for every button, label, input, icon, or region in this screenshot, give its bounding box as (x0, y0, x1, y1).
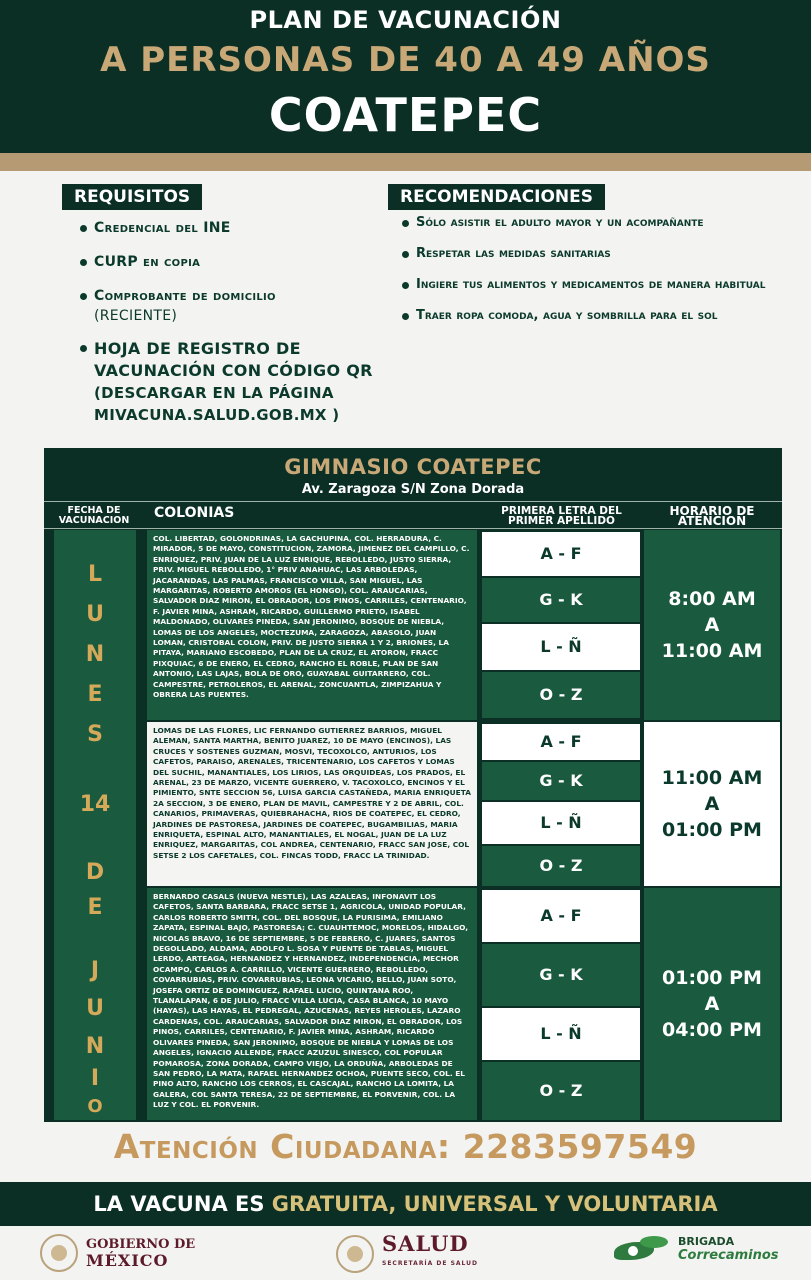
time-separator: A (704, 614, 720, 636)
time-start: 11:00 AM (661, 767, 763, 789)
letter-range: L - Ñ (482, 624, 640, 670)
letter-range: A - F (482, 724, 640, 760)
date-char: U (86, 602, 104, 627)
list-item (80, 286, 390, 326)
header-title-line2: A PERSONAS DE 40 A 49 AÑOS (100, 40, 711, 80)
venue-address: Av. Zaragoza S/N Zona Dorada (301, 482, 525, 497)
list-item (80, 338, 390, 426)
logo-text: MÉXICO (86, 1251, 169, 1270)
letter-range: G - K (482, 944, 640, 1006)
logo-strip (0, 1226, 811, 1280)
gobierno-mexico-logo (40, 1234, 195, 1272)
date-char: N (85, 642, 105, 667)
list-item (80, 218, 390, 238)
time-slot-1 (644, 530, 780, 720)
time-slot-2 (644, 722, 780, 886)
time-end: 01:00 PM (662, 819, 762, 841)
colonias-group-3: BERNARDO CASALS (NUEVA NESTLE), LAS AZALEAS, INFONAVIT LOS CAFETOS, SANTA BARBARA, FRACC SETSE 1, AGRICOLA, UNIDAD POPULAR, CARLOS ROBERTO SMITH, COL. DEL BOSQUE, LA PURISIMA, EMILIANO ZAPATA, ESPINAL BAJO, PASTORESA; C. CUAUHTEMOC, MORELOS, HIDALGO, NICOLAS BRAVO, 16 DE SEPTIEMBRE, 5 DE FEBRERO, C. JUARES, SANTOS DEGOLLADO, ALDAMA, ADOLFO L. SOSA Y PUENTE DE TABLAS, MIGUEL LERDO, ARTEAGA, HERNANDEZ Y HERNANDEZ, INDEPENDENCIA, MECHOR OCAMPO, CARLOS A. CARRILLO, VICENTE GUERRERO, REBOLLEDO, COVARRUBIAS, PRIV. COVARRUBIAS, LEONA VICARIO, BELLO, JUAN SOTO, JOSEFA ORTIZ DE DOMINGUEZ, RAFAEL LUCIO, QUINTANA ROO, TLANALAPAN, 6 DE JULIO, FRACC VILLA LUCIA, CASA BLANCA, 10 MAYO (HAYAS), LAS HAYAS, EL PEDREGAL, AZUCENAS, REYES HEROLES, LAZARO CARDENAS, COL. ARAUCARIAS, SALVADOR DIAZ MIRON, EL OBRADOR, LOS PINOS, CARRILES, CENTENARIO, F. JAVIER MINA, ASHRAM, RICARDO OLIVARES PINEDA, SAN JERONIMO, BOSQUE DE NIEBLA Y LOMAS DE LOS ANGELES, IGNACIO ALLENDE, FRACC AZUZUL SINESCO, COL POPULAR POMAROSA, ZONA DORADA, CAMPO VIEJO, LA ORDUÑA, ARBOLEDAS DE SAN PEDRO, LA MATA, RAFAEL HERNANDEZ OCHOA, PUENTE SECO, COL. EL PINO ALTO, RANCHO LOS CERROS, EL CASCAJAL, RANCHO LA LOMITA, LA GALERA, COL SANTA TERESA, 22 DE SEPTIEMBRE, EL PORVENIR, COL. LA LUZ Y COL. EL PORVENIR. (147, 888, 477, 1120)
header-banner (0, 0, 811, 153)
date-char: E (87, 682, 103, 707)
date-char: U (86, 996, 104, 1021)
colonias-group-2: LOMAS DE LAS FLORES, LIC FERNANDO GUTIERREZ BARRIOS, MIGUEL ALEMAN, SANTA MARTHA, BENITO JUAREZ, 10 DE MAYO (ENCINOS), LAS CRUCES Y SOSTENES GUZMAN, MOSVI, TECOXOLCO, ANTURIOS, LOS CAFETOS, PARAISO, ARENALES, TRICENTENARIO, LOS CAFETOS Y LOMAS DEL SUCHIL, MANANTIALES, LOS LIRIOS, LAS ORQUIDEAS, LOS PRADOS, EL ARENAL, 23 DE MARZO, VICENTE GUERRERO, V. TACOXOLCO, ENCINOS Y EL PIMIENTO, SNTE SECCION 56, LUISA GARCIA CASTAÑEDA, MARIA ENRIQUETA 2A SECCION, 3 DE ENERO, PLAN DE MAVIL, CAMPESTRE Y 2 DE ABRIL, COL. CANARIOS, PRIMAVERAS, QUIEBRAHACHA, RIOS DE COATEPEC, EL CEDRO, JARDINES DE PASTORESA, JARDINES DE COATEPEC, BUGAMBILIAS, MARIA ENRIQUETA, ESPINAL ALTO, MANANTIALES, EL NOGAL, JUAN DE LA LUZ ENRIQUEZ, MARGARITAS, COL ANDREA, CENTENARIO, FRACC SAN JOSE, COL SETSE 2 LOS CAFETALES, COL. FINCAS TODD, FRACC LA TRINIDAD. (147, 722, 477, 886)
divider (44, 528, 782, 529)
list-item: Sólo asistir el adulto mayor y un acompañante (402, 212, 782, 234)
column-header-fecha: FECHA DE VACUNACION (58, 505, 130, 526)
time-end: 04:00 PM (662, 1019, 762, 1041)
list-item: Traer ropa comoda, agua y sombrilla para el sol (402, 305, 782, 327)
time-slot-3 (644, 888, 780, 1120)
letter-range: A - F (482, 890, 640, 942)
letter-range: A - F (482, 532, 640, 576)
gold-divider (0, 153, 811, 171)
eagle-seal-icon (40, 1234, 78, 1272)
requisito-subtext: (DESCARGAR EN LA PÁGINA MIVACUNA.SALUD.GOB.MX ) (94, 384, 340, 424)
letter-range: G - K (482, 762, 640, 800)
column-header-horario: HORARIO DE ATENCION (669, 504, 755, 528)
logo-text: BRIGADA (678, 1235, 735, 1248)
recomendaciones-list (402, 212, 782, 336)
brigada-correcaminos-logo (614, 1234, 779, 1264)
logo-text: Correcaminos (678, 1248, 779, 1263)
vaccine-statement-highlight: GRATUITA, UNIVERSAL Y VOLUNTARIA (271, 1192, 718, 1216)
date-char: I (90, 1066, 100, 1091)
time-start: 8:00 AM (668, 588, 756, 610)
column-header-colonias: COLONIAS (154, 505, 235, 521)
list-item (80, 252, 390, 272)
letter-range: O - Z (482, 672, 640, 718)
letter-range: L - Ñ (482, 1008, 640, 1060)
requisito-text: CURP en copia (94, 254, 201, 270)
colonias-group-1: COL. LIBERTAD, GOLONDRINAS, LA GACHUPINA, COL. HERRADURA, C. MIRADOR, 5 DE MAYO, CONSTITUCION, ZAMORA, JIMENEZ DEL CAMPILLO, C. ENRIQUEZ, PRIV. JUAN DE LA LUZ ENRIQUE, REBOLLEDO, JUSTO SIERRA, PRIV. MIGUEL REBOLLEDO, 1° PRIV ANAHUAC, LAS ARBOLEDAS, JACARANDAS, LAS PALMAS, FRANCISCO VILLA, SAN MIGUEL, LAS MARGARITAS, ROBERTO AMOROS (EL HONGO), COL. ARAUCARIAS, SALVADOR DIAZ MIRON, EL OBRADOR, LOS PINOS, CARRILES, CENTENARIO, F. JAVIER MINA, ASHRAM, RICARDO, GUILLERMO PRIETO, ISABEL MALDONADO, OLIVARES PINEDA, SAN JERONIMO, BOSQUE DE NIEBLA, LOMAS DE LOS ANGELES, MOCTEZUMA, ZARAGOZA, ABASOLO, JUAN LOMAN, CRISTOBAL COLON, PRIV. DE JUSTO SIERRA 1 Y 2, BRIONES, LA PITAYA, MARIANO ESCOBEDO, PLAN DE LA CRUZ, EL ATORON, FRACC PIXQUIAC, 6 DE ENERO, EL CEDRO, RANCHO EL ROBLE, PLAN DE SAN ANTONIO, LAS LAJAS, BOLA DE ORO, GUAYABAL GUITARRERO, COL. CAMPESTRE, PETROLEROS, EL ARENAL, ZONCUANTLA, ZIMPIZAHUA Y OBRERA LAS PUENTES. (147, 530, 477, 720)
list-item: Ingiere tus alimentos y medicamentos de manera habitual (402, 274, 782, 296)
vaccine-statement-prefix: LA VACUNA ES (93, 1192, 272, 1216)
date-char: 14 (79, 792, 111, 817)
letter-range: L - Ñ (482, 802, 640, 844)
citizen-phone-line: Atención Ciudadana: 2283597549 (113, 1127, 698, 1166)
time-end: 11:00 AM (661, 640, 763, 662)
letter-range: O - Z (482, 846, 640, 886)
divider (44, 501, 782, 502)
venue-title: GIMNASIO COATEPEC (284, 455, 542, 479)
salud-logo (336, 1231, 478, 1274)
requisito-text: HOJA DE REGISTRO DE VACUNACIÓN CON CÓDIGO QR (94, 339, 373, 380)
date-char: S (87, 722, 103, 747)
requisito-text: Credencial del INE (94, 220, 231, 236)
logo-text: SALUD (382, 1231, 469, 1256)
time-separator: A (704, 993, 720, 1015)
date-char: J (90, 958, 100, 983)
list-item: Respetar las medidas sanitarias (402, 243, 782, 265)
schedule-table (44, 448, 782, 1122)
requisito-subtext: (RECIENTE) (94, 308, 178, 324)
column-header-letra: PRIMERA LETRA DEL PRIMER APELLIDO (501, 505, 622, 527)
logo-text: GOBIERNO DE (86, 1237, 196, 1252)
requisito-text: Comprobante de domicilio (94, 288, 276, 304)
vaccine-statement-band (0, 1182, 811, 1226)
roadrunner-icon (614, 1234, 672, 1264)
header-title-line1: PLAN DE VACUNACIÓN (249, 6, 562, 34)
recomendaciones-heading: RECOMENDACIONES (388, 184, 605, 210)
letter-range: G - K (482, 578, 640, 622)
date-char: L (87, 562, 103, 587)
requisitos-list (80, 218, 390, 426)
requisitos-heading: REQUISITOS (62, 184, 202, 210)
time-separator: A (704, 793, 720, 815)
time-start: 01:00 PM (662, 967, 762, 989)
date-char: D (85, 860, 105, 885)
date-char: O (87, 1096, 103, 1117)
header-title-city: COATEPEC (268, 88, 543, 142)
eagle-seal-icon (336, 1235, 374, 1273)
logo-text: SECRETARÍA DE SALUD (382, 1260, 478, 1267)
date-char: E (87, 895, 103, 920)
date-column (54, 530, 136, 1120)
date-char: N (85, 1034, 105, 1059)
letter-range: O - Z (482, 1062, 640, 1120)
